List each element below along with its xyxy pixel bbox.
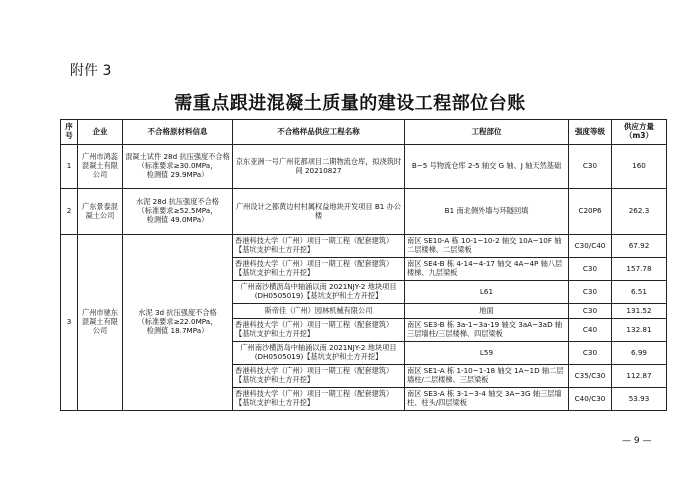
cell-material bbox=[123, 235, 233, 411]
header-material: 不合格原材料信息 bbox=[123, 120, 233, 145]
cell-volume: 131.52 bbox=[612, 304, 667, 319]
cell-seq: 2 bbox=[61, 189, 78, 235]
header-grade: 强度等级 bbox=[569, 120, 612, 145]
cell-grade: C40/C30 bbox=[569, 388, 612, 411]
material-line: 混凝土试件 28d 抗压强度不合格 bbox=[125, 152, 230, 162]
cell-part: 南区 SE3-A 栋 3-1~3-4 轴交 3A~3G 轴三层墙柱、柱头/四层梁板 bbox=[405, 388, 569, 411]
cell-part: 南区 SE3-B 栋 3a-1~3a-19 轴交 3aA~3aD 轴三层墙柱/三层楼梯、四层梁板 bbox=[405, 319, 569, 342]
material-line: 水泥 28d 抗压强度不合格 bbox=[136, 197, 219, 207]
cell-grade: C20P6 bbox=[569, 189, 612, 235]
cell-part: B1 南北侧外墙与环隧回填 bbox=[405, 189, 569, 235]
table-row bbox=[61, 235, 667, 258]
cell-part: L59 bbox=[405, 342, 569, 365]
cell-project: 广州南沙横沥岛中轴涌以南 2021NJY-2 地块项目(DH0505019)【基坑支护和土方开挖】 bbox=[233, 281, 405, 304]
cell-project: 广州南沙横沥岛中轴涌以南 2021NJY-2 地块项目(DH0505019)【基坑支护和土方开挖】 bbox=[233, 342, 405, 365]
header-volume-label: 供应方量 bbox=[624, 122, 654, 132]
cell-project: 京东亚洲一号广州花都项目二期物流仓库，拟浇筑时间 20210827 bbox=[233, 145, 405, 189]
cell-material bbox=[123, 189, 233, 235]
cell-grade: C30/C40 bbox=[569, 235, 612, 258]
material-line: （标准要求≥22.0MPa， bbox=[137, 317, 218, 327]
cell-grade: C30 bbox=[569, 281, 612, 304]
cell-grade: C40 bbox=[569, 319, 612, 342]
cell-project: 香港科技大学（广州）项目一期工程（配套建筑）【基坑支护和土方开挖】 bbox=[233, 235, 405, 258]
cell-project: 香港科技大学（广州）项目一期工程（配套建筑）【基坑支护和土方开挖】 bbox=[233, 388, 405, 411]
cell-project: 斯帝佳（广州）园林机械有限公司 bbox=[233, 304, 405, 319]
table-row bbox=[61, 189, 667, 235]
material-line: 检测值 18.7MPa） bbox=[146, 325, 209, 335]
cell-volume: 160 bbox=[612, 145, 667, 189]
page-number: — 9 — bbox=[622, 436, 652, 446]
header-volume-unit: （m3） bbox=[624, 131, 654, 140]
material-line: 检测值 49.0MPa） bbox=[146, 214, 209, 224]
cell-part: B~5 号物流仓库 2-5 轴交 G 轴、J 轴天然基础 bbox=[405, 145, 569, 189]
header-part: 工程部位 bbox=[405, 120, 569, 145]
cell-volume: 157.78 bbox=[612, 258, 667, 281]
cell-material bbox=[123, 145, 233, 189]
cell-seq: 3 bbox=[61, 235, 78, 411]
cell-project: 广州设计之都黄边村村属权益地块开发项目 B1 办公楼 bbox=[233, 189, 405, 235]
cell-grade: C30 bbox=[569, 258, 612, 281]
cell-volume: 6.51 bbox=[612, 281, 667, 304]
cell-company: 广州市驰东混凝土有限公司 bbox=[78, 235, 123, 411]
cell-part: L61 bbox=[405, 281, 569, 304]
header-company: 企业 bbox=[78, 120, 123, 145]
header-seq: 序号 bbox=[61, 120, 78, 145]
cell-part: 南区 SE1-A 栋 1-10~1-18 轴交 1A~1D 轴二层墙柱/二层楼梯、三层梁板 bbox=[405, 365, 569, 388]
cell-volume: 6.99 bbox=[612, 342, 667, 365]
cell-project: 香港科技大学（广州）项目一期工程（配套建筑）【基坑支护和土方开挖】 bbox=[233, 365, 405, 388]
cell-seq: 1 bbox=[61, 145, 78, 189]
cell-company: 广州市鸿蕊混凝土有限公司 bbox=[78, 145, 123, 189]
cell-part: 南区 SE4-B 栋 4-14~4-17 轴交 4A~4P 轴八层楼梯、九层梁板 bbox=[405, 258, 569, 281]
material-line: （标准要求≥52.5MPa， bbox=[137, 206, 218, 216]
table-row bbox=[61, 145, 667, 189]
ledger-table bbox=[60, 119, 667, 411]
page-title: 需重点跟进混凝土质量的建设工程部位台账 bbox=[174, 93, 526, 114]
header-row bbox=[61, 120, 667, 145]
cell-grade: C30 bbox=[569, 342, 612, 365]
cell-grade: C30 bbox=[569, 145, 612, 189]
material-line: 水泥 3d 抗压强度不合格 bbox=[138, 308, 217, 318]
material-line: （标准要求≥30.0MPa， bbox=[137, 161, 218, 171]
cell-grade: C35/C30 bbox=[569, 365, 612, 388]
material-line: 检测值 29.9MPa） bbox=[146, 169, 209, 179]
cell-volume: 112.87 bbox=[612, 365, 667, 388]
header-project: 不合格样品供应工程名称 bbox=[233, 120, 405, 145]
header-volume bbox=[612, 120, 667, 145]
cell-part: 地面 bbox=[405, 304, 569, 319]
cell-volume: 132.81 bbox=[612, 319, 667, 342]
cell-project: 香港科技大学（广州）项目一期工程（配套建筑）【基坑支护和土方开挖】 bbox=[233, 258, 405, 281]
cell-project: 香港科技大学（广州）项目一期工程（配套建筑）【基坑支护和土方开挖】 bbox=[233, 319, 405, 342]
cell-volume: 67.92 bbox=[612, 235, 667, 258]
cell-volume: 262.3 bbox=[612, 189, 667, 235]
cell-company: 广东景泰混凝土公司 bbox=[78, 189, 123, 235]
attachment-label: 附件 3 bbox=[70, 63, 112, 79]
cell-volume: 53.93 bbox=[612, 388, 667, 411]
cell-part: 南区 SE10-A 栋 10-1~10-2 轴交 10A~10F 轴二层楼梯、二层梁板 bbox=[405, 235, 569, 258]
cell-grade: C30 bbox=[569, 304, 612, 319]
